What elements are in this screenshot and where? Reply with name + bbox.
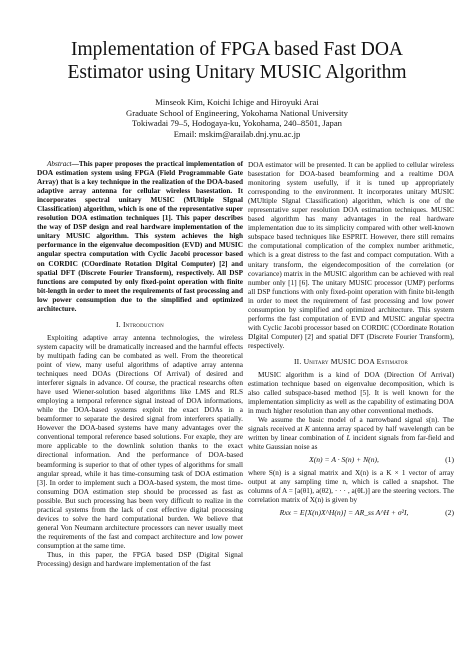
right-column — [248, 161, 454, 521]
paper-title — [0, 38, 474, 84]
author-block — [0, 97, 474, 139]
abstract-label: Abstract — [47, 160, 72, 168]
abstract — [37, 160, 243, 314]
section-heading-introduction: I. Introduction — [116, 319, 164, 329]
left-column — [37, 160, 243, 569]
abstract-text: —This paper proposes the practical implementation of DOA estimation system using FPGA (Field Programmable Gate Array) that is a key technique in the realization of the DOA-based adaptive array antenna for cellular wireless basestation. It incorporates spectral unitary MUSIC (MUltiple SIgnal Classification) algorithm, which is one of the representative super resolution DOA estimation techniques [1]. This paper describes the way of DSP design and real hardware implementation of the unitary MUSIC algorithm. This system achieves the high performance in the eigenvalue decomposition (EVD) and MUSIC angular spectra computation with Cyclic Jacobi processor based on CORDIC (COordinate Rotation DIgital Computer) [2] and spatial DFT (Discrete Fourier Transform), respectively. All DSP functions are computed by only fixed-point operation with finite bit-length in order to meet the requirements of fast processing and low power consumption due to the simplified and optimized architecture. — [37, 160, 243, 313]
author-affiliation: Graduate School of Engineering, Yokohama National University — [126, 107, 348, 118]
section-heading-unitary-music: II. Unitary MUSIC DOA Estimator — [293, 356, 409, 366]
equation-2-number: (2) — [445, 507, 454, 517]
equation-2-body: Rxx = E[X(n)X^H(n)] = AR_ss A^H + σ²I, — [279, 507, 409, 517]
title-line-1: Implementation of FPGA based Fast DOA — [70, 39, 403, 60]
equation-1-body: X(n) = A · S(n) + N(n), — [309, 455, 379, 465]
intro-paragraph-2: Thus, in this paper, the FPGA based DSP (Digital Signal Processing) design and hardware implementation of the fast — [37, 550, 243, 569]
author-email: Email: mskim@arailab.dnj.ynu.ac.jp — [173, 128, 301, 139]
model-paragraph: We assume the basic model of a narrowband signal s(n). The signals received at K antenna array spaced by half wavelength can be written by linear combination of L incident signals from far-field and white Gaussian noise as — [248, 416, 454, 452]
definition-paragraph: where S(n) is a signal matrix and X(n) is a K × 1 vector of array output at any sampling time n, which is called a snapshot. The columns of A = [a(θ1), a(θ2), · · · , a(θL)] are the steering vectors. The correlation matrix of X(n) is given by — [248, 468, 454, 504]
equation-1 — [248, 455, 454, 464]
right-paragraph-1: DOA estimator will be presented. It can be applied to cellular wireless basestation for DOA-based beamforming and a realtime DOA monitoring system usefully, if it is tuned up appropriately corresponding to the environment. It incorporates unitary MUSIC (MUltiple SIgnal Classification) algorithm, which is one of the representative super resolution DOA estimation techniques. MUSIC based algorithm has many advantages in the real hardware implementation due to its simplicity compared with other well-known subspace based techniques like ESPRIT. However, there still remains the computational complication of the complex number arithmetic, which is a great distress to the fast and compact computation. With a unitary transform, the eigendecomposition of the correlation (or covariance) matrix in the MUSIC algorithm can be achieved with real number only [1] [6]. The unitary MUSIC processor (UMP) performs all DSP functions with only fixed-point operation with finite bit-length in order to meet the requirement of fast processing and low power consumption by simplified and optimized architecture. This system performs the fast computation of EVD and MUSIC angular spectra with Cyclic Jacobi processor based on CORDIC (COordinate Rotation DIgital Computer) [2] and spatial DFT (Discrete Fourier Transform), respectively. — [248, 161, 454, 350]
author-address: Tokiwadai 79–5, Hodogaya-ku, Yokohama, 240–8501, Japan — [132, 118, 342, 129]
music-paragraph: MUSIC algorithm is a kind of DOA (Direction Of Arrival) estimation technique based on eigenvalue decomposition, which is also called subspace-based method [5]. It is well known for the implementation simplicity as well as the capability of estimating DOA in much higher resolution than any other conventional methods. — [248, 371, 454, 416]
intro-paragraph-1: Exploiting adaptive array antenna technologies, the wireless system capacity will be dramatically increased and the harmful effects by multipath fading can be combated as well. From the theoretical point of view, many useful algorithms of adaptive array antenna techniques need DOAs (Directions Of Arrival) of desired and interferer signals in advance. Of course, the practical researchs often have used Wiener-solution based algorithms like LMS and RLS employing a temporal reference signal instead of DOA informations, while the DOA-based systems exploit the exact DOAs in a beamformer to separate the desired signal from interferers spatially. However the DOA-based systems have many advantages over the conventional temporal reference based solutions. For exaple, they are more applicable to the downlink solution thanks to the exact directional information. And the performance of DOA-based beamforming is superior to that of other types of algorithms for small angular spread, while it has time-consuming task of DOA estimation [3]. In order to implement such a DOA-based system, the most time-consuming DOA estimation step should be processed as fast as possible. But such processing has been very difficult to realize in the practical systems from the lack of cost effective digital processing devices to solve the hard computational burden. We believe that general Von Neumann architecture processors can never usually meet the requirements of the fast and compact architecture and low power consumption at the same time. — [37, 333, 243, 550]
equation-2 — [248, 508, 454, 517]
author-names: Minseok Kim, Koichi Ichige and Hiroyuki Arai — [155, 97, 319, 107]
title-line-2: Estimator using Unitary MUSIC Algorithm — [67, 62, 407, 83]
equation-1-number: (1) — [445, 455, 454, 465]
